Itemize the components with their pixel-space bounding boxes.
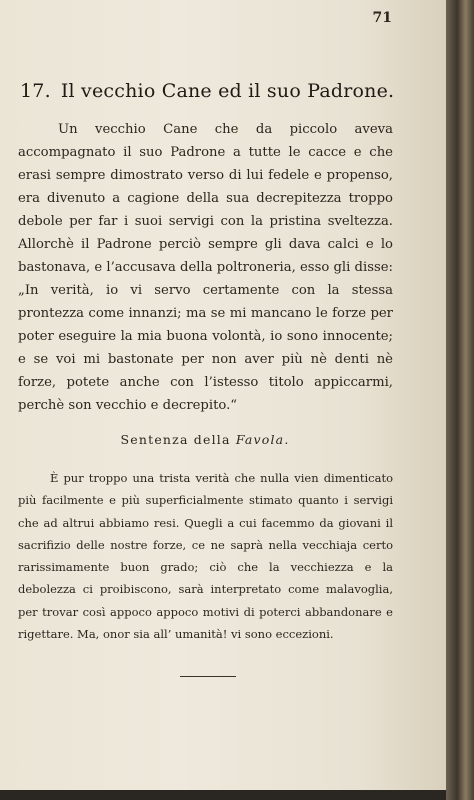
moral-text: È pur troppo una trista verità che nulla vien dimenticato più facilmente e più superficialmente stimato quanto i servigi che ad altrui abbiamo resi. Quegli a cui facemmo da giovani il sacrifizio delle nostre forze, ce ne saprà nella vecchiaja certo rarissimamente buon grado; ciò che la vecchiezza e la debolezza ci proibiscono, sarà interpretato come malavoglia, per trovar così appoco appoco motivi di poterci abbandonare e rigettare. Ma, onor sia all’ umanità! vi sono eccezioni. bbox=[18, 471, 393, 642]
fable-title bbox=[20, 80, 394, 102]
end-rule bbox=[180, 676, 236, 677]
page-number: 71 bbox=[372, 10, 392, 26]
fable-body: Un vecchio Cane che da piccolo aveva accompagnato il suo Padrone a tutte le cacce e che erasi sempre dimostrato verso di lui fedele e propenso, era divenuto a cagione della sua decrepitezza troppo debole per far i suoi servigi con la pristina sveltezza. Allorchè il Padrone perciò sempre gli dava calci e lo bastonava, e l’accusava della poltroneria, esso gli disse: „In verità, io vi servo certamente con la stessa prontezza come innanzi; ma se mi mancano le forze per poter eseguire la mia buona volontà, io sono innocente; e se voi mi bastonate per non aver più nè denti nè forze, potete anche con l’istesso titolo appiccarmi, perchè son vecchio e decrepito.“ bbox=[18, 122, 393, 413]
fable-number: 17. bbox=[20, 80, 51, 102]
moral-heading-plain: Sentenza della bbox=[120, 432, 236, 447]
book-spine bbox=[446, 0, 474, 800]
moral-heading bbox=[0, 432, 410, 447]
fable-title-text: Il vecchio Cane ed il suo Padrone. bbox=[60, 80, 395, 102]
moral-heading-italic: Favola. bbox=[235, 432, 290, 447]
